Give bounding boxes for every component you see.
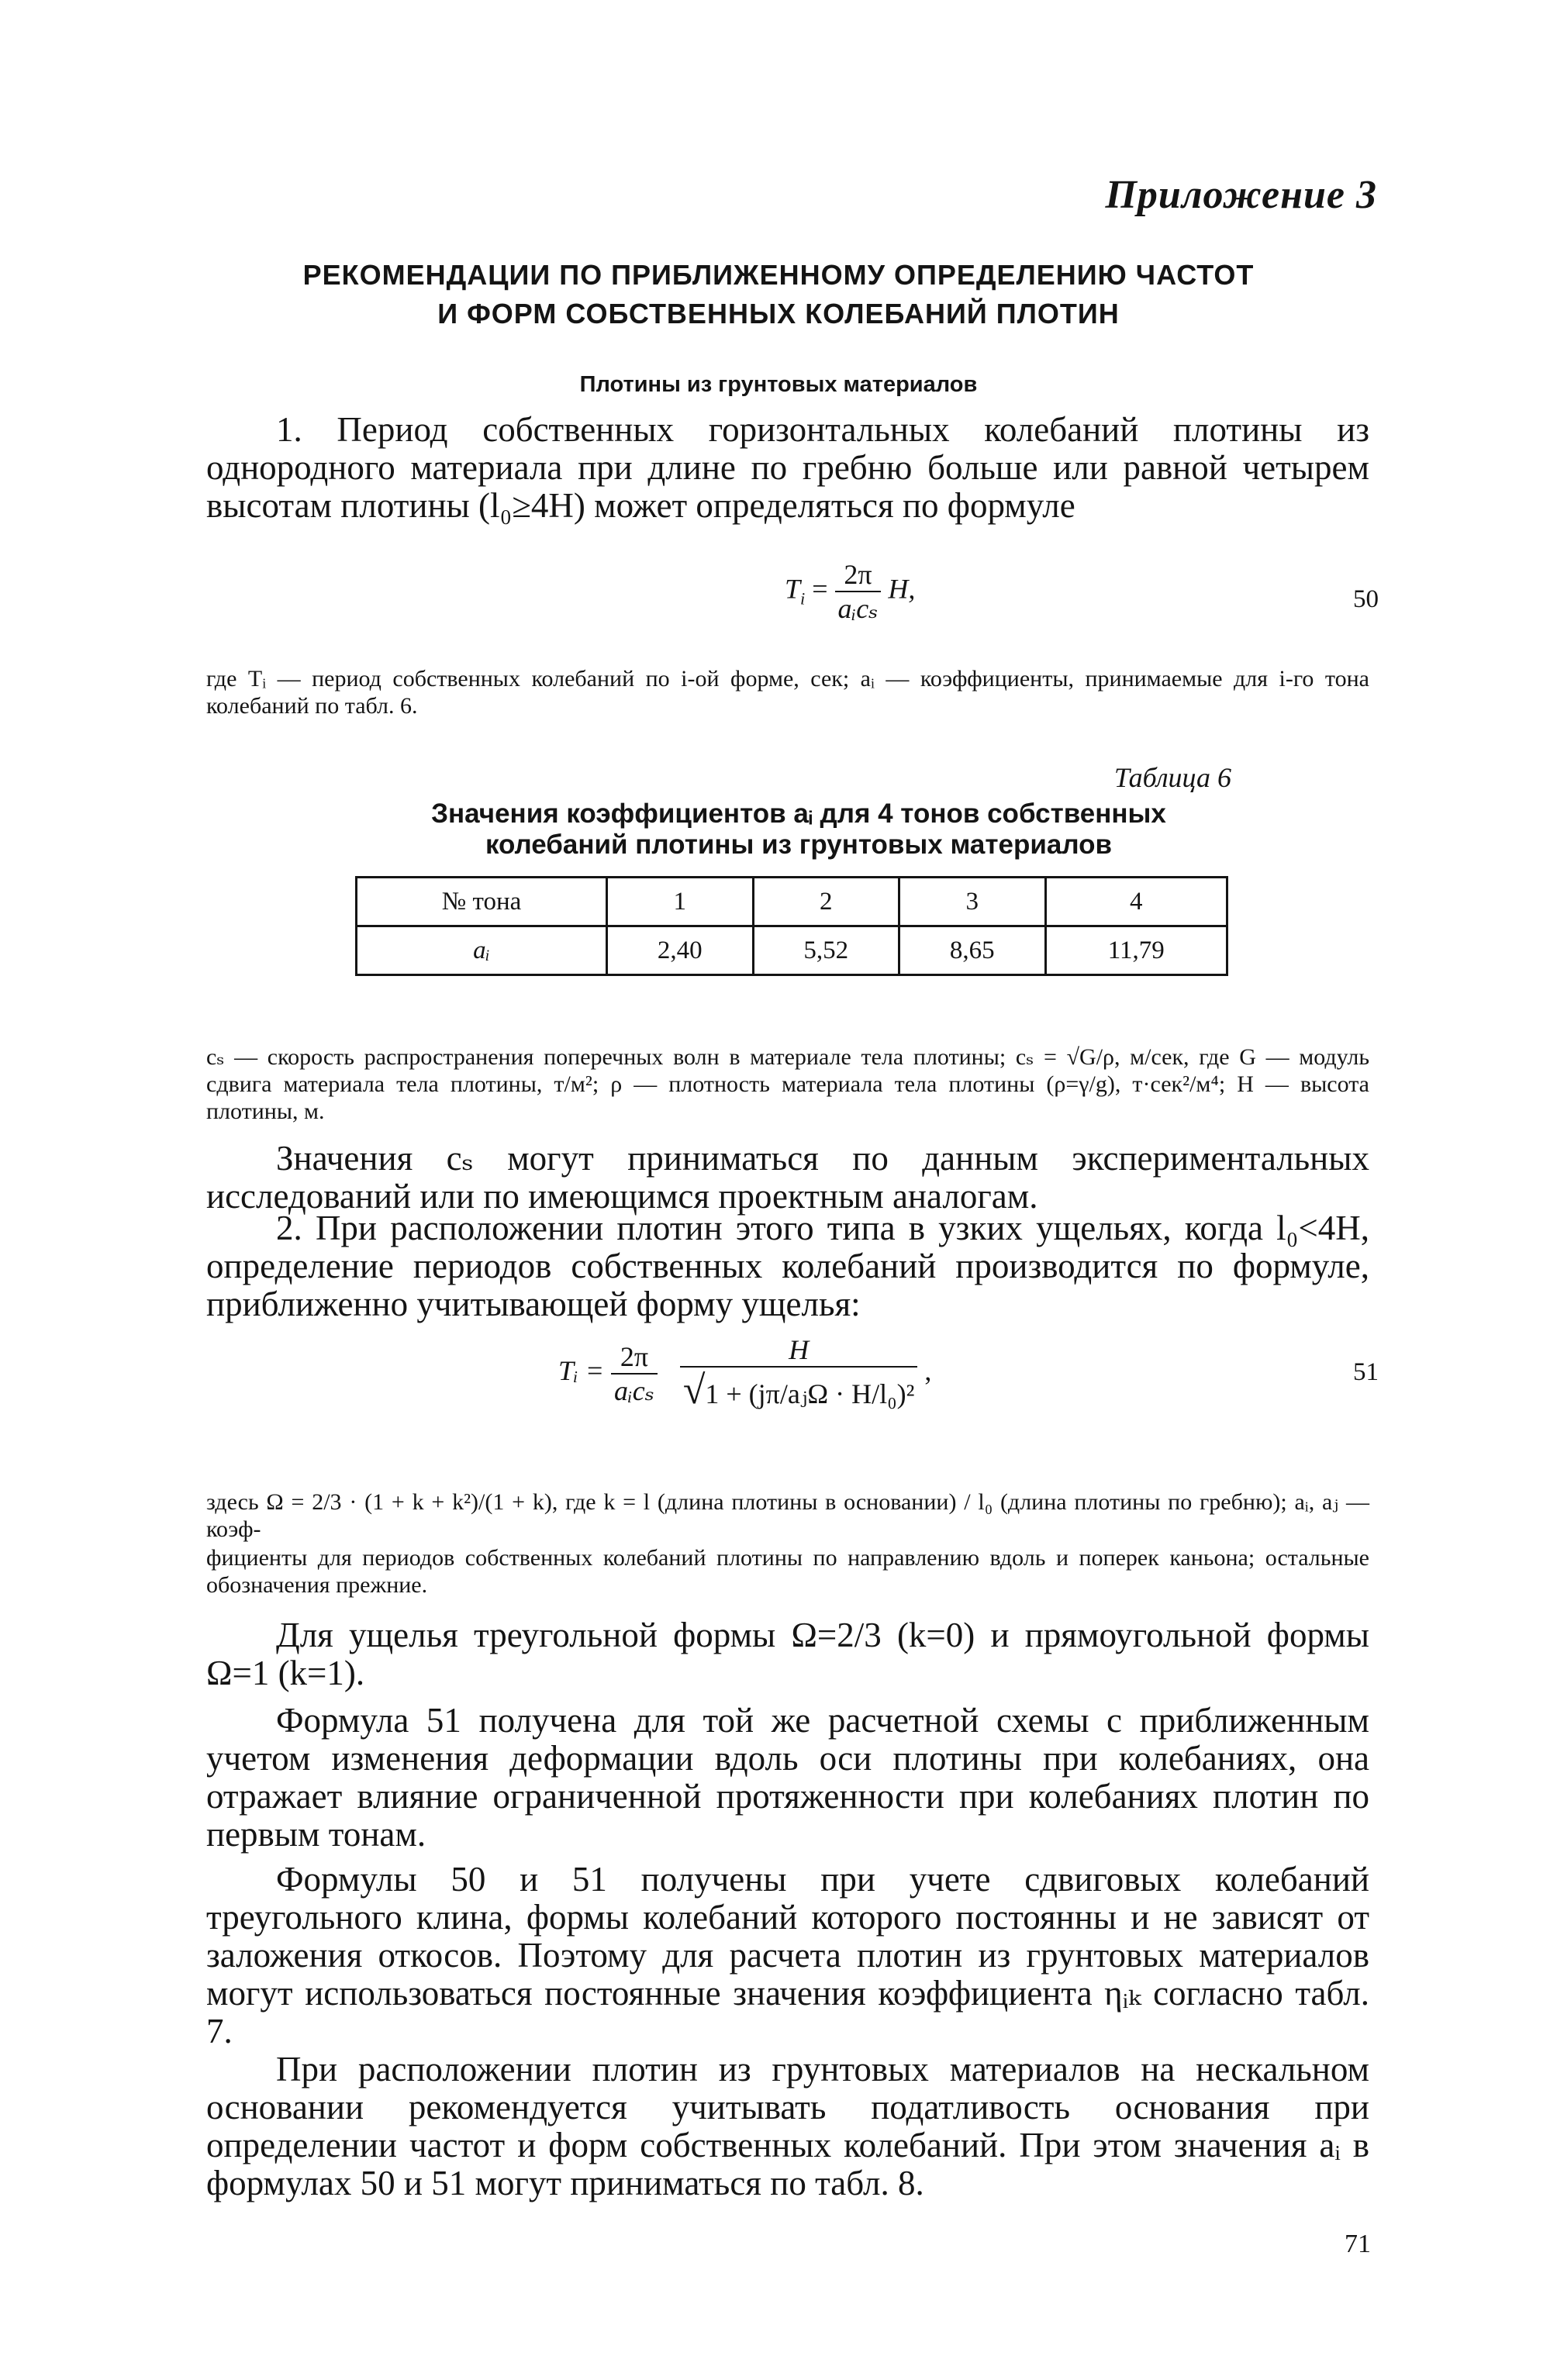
appendix-label: Приложение 3: [1105, 173, 1377, 217]
table-caption-line-1: Значения коэффициентов aᵢ для 4 тонов собственных: [431, 799, 1166, 829]
equation-51: Tᵢ = $\frac{2\pi}{\text{aᵢcₛ}}$ $\frac{H}{\text{√1 + (jπ/aⱼΩ · H/l₀)²}}$ ,: [558, 1334, 932, 1412]
eq50-denominator: aᵢcₛ: [837, 593, 879, 624]
table-row: [357, 926, 1227, 975]
paragraph-1: 1. Период собственных горизонтальных колебаний плотины из однородного материала при длине по гребню больше или равной четырем высотам плотины (l₀≥4H) может определяться по формуле: [206, 410, 1369, 525]
eq51-lhs: Tᵢ =: [558, 1354, 605, 1386]
eq50-eq: =: [812, 573, 828, 605]
eq50-lhs: T: [785, 573, 801, 605]
eq51-numerator-1: 2π: [611, 1340, 658, 1375]
eq50-lhs-sub: i: [800, 588, 806, 609]
paragraph-3: 2. При расположении плотин этого типа в узких ущельях, когда l₀<4H, определение периодов собственных колебаний производится по формуле, приближенно учитывающей форму ущелья:: [206, 1209, 1369, 1323]
section-subtitle: Плотины из грунтовых материалов: [579, 372, 978, 397]
eq51-radicand: 1 + (jπ/aⱼΩ · H/l₀)²: [705, 1378, 915, 1409]
table-header-cell: 4: [1045, 878, 1227, 926]
table-cell: 2,40: [607, 926, 754, 975]
paragraph-6: Формулы 50 и 51 получены при учете сдвиговых колебаний треугольного клина, формы колебаний которого постоянны и не зависят от заложения откосов. Поэтому для расчета плотин из грунтовых материалов могут использоваться постоянные значения коэффициента ηᵢₖ согласно табл. 7.: [206, 1860, 1369, 2051]
note-3-line-2: фициенты для периодов собственных колебаний плотины по направлению вдоль и поперек каньона; остальные обозначения прежние.: [206, 1545, 1369, 1598]
document-title: [217, 256, 1340, 333]
equation-50-number: 50: [1353, 585, 1379, 613]
page-number: 71: [1345, 2230, 1371, 2258]
eq51-denominator-1: aᵢcₛ: [614, 1375, 654, 1406]
table-cell: 11,79: [1045, 926, 1227, 975]
coefficient-table: [355, 876, 1228, 976]
table-header-cell: 1: [607, 878, 754, 926]
table-caption: [372, 799, 1225, 861]
paragraph-2: Значения cₛ могут приниматься по данным экспериментальных исследований или по имеющимся проектным аналогам.: [206, 1139, 1369, 1216]
paragraph-5: Формула 51 получена для той же расчетной схемы с приближенным учетом изменения деформации вдоль оси плотины при колебаниях, она отражает влияние ограниченной протяженности при колебаниях плотин по первым тонам.: [206, 1701, 1369, 1854]
table-cell: aᵢ: [357, 926, 607, 975]
table-cell: 8,65: [899, 926, 1046, 975]
table-header-cell: 2: [753, 878, 899, 926]
table-header-cell: 3: [899, 878, 1046, 926]
table-header-cell: № тона: [357, 878, 607, 926]
equation-50: [785, 558, 915, 625]
paragraph-7: При расположении плотин из грунтовых материалов на нескальном основании рекомендуется учитывать податливость основания при определении частот и форм собственных колебаний. При этом значения aᵢ в формулах 50 и 51 могут приниматься по табл. 8.: [206, 2050, 1369, 2202]
table-label: Таблица 6: [1113, 762, 1231, 793]
title-line-1: РЕКОМЕНДАЦИИ ПО ПРИБЛИЖЕННОМУ ОПРЕДЕЛЕНИЮ ЧАСТОТ: [302, 259, 1255, 291]
table-cell: 5,52: [753, 926, 899, 975]
note-2: cₛ — скорость распространения поперечных волн в материале тела плотины; cₛ = √G/ρ, м/сек, где G — модуль сдвига материала тела плотины, т/м²; ρ — плотность материала тела плотины (ρ=γ/g), т·сек²/м⁴; H — высота плотины, м.: [206, 1044, 1369, 1124]
title-line-2: И ФОРМ СОБСТВЕННЫХ КОЛЕБАНИЙ ПЛОТИН: [437, 298, 1120, 329]
table-header-row: [357, 878, 1227, 926]
eq50-numerator: 2π: [835, 558, 882, 592]
eq51-numerator-2: H: [680, 1333, 918, 1368]
paragraph-4: Для ущелья треугольной формы Ω=2/3 (k=0) и прямоугольной формы Ω=1 (k=1).: [206, 1616, 1369, 1692]
eq51-denominator-2: [680, 1368, 918, 1413]
note-1: где Tᵢ — период собственных колебаний по i-ой форме, сек; aᵢ — коэффициенты, принимаемые для i-го тона колебаний по табл. 6.: [206, 666, 1369, 719]
equation-51-number: 51: [1353, 1358, 1379, 1386]
sqrt-icon: √: [682, 1368, 706, 1412]
eq50-tail: H,: [888, 573, 916, 605]
table-caption-line-2: колебаний плотины из грунтовых материалов: [485, 830, 1113, 860]
note-3-line-1: здесь Ω = 2/3 · (1 + k + k²)/(1 + k), где k = l (длина плотины в основании) / l₀ (длина плотины по гребню); aᵢ, aⱼ — коэф-: [206, 1489, 1369, 1542]
